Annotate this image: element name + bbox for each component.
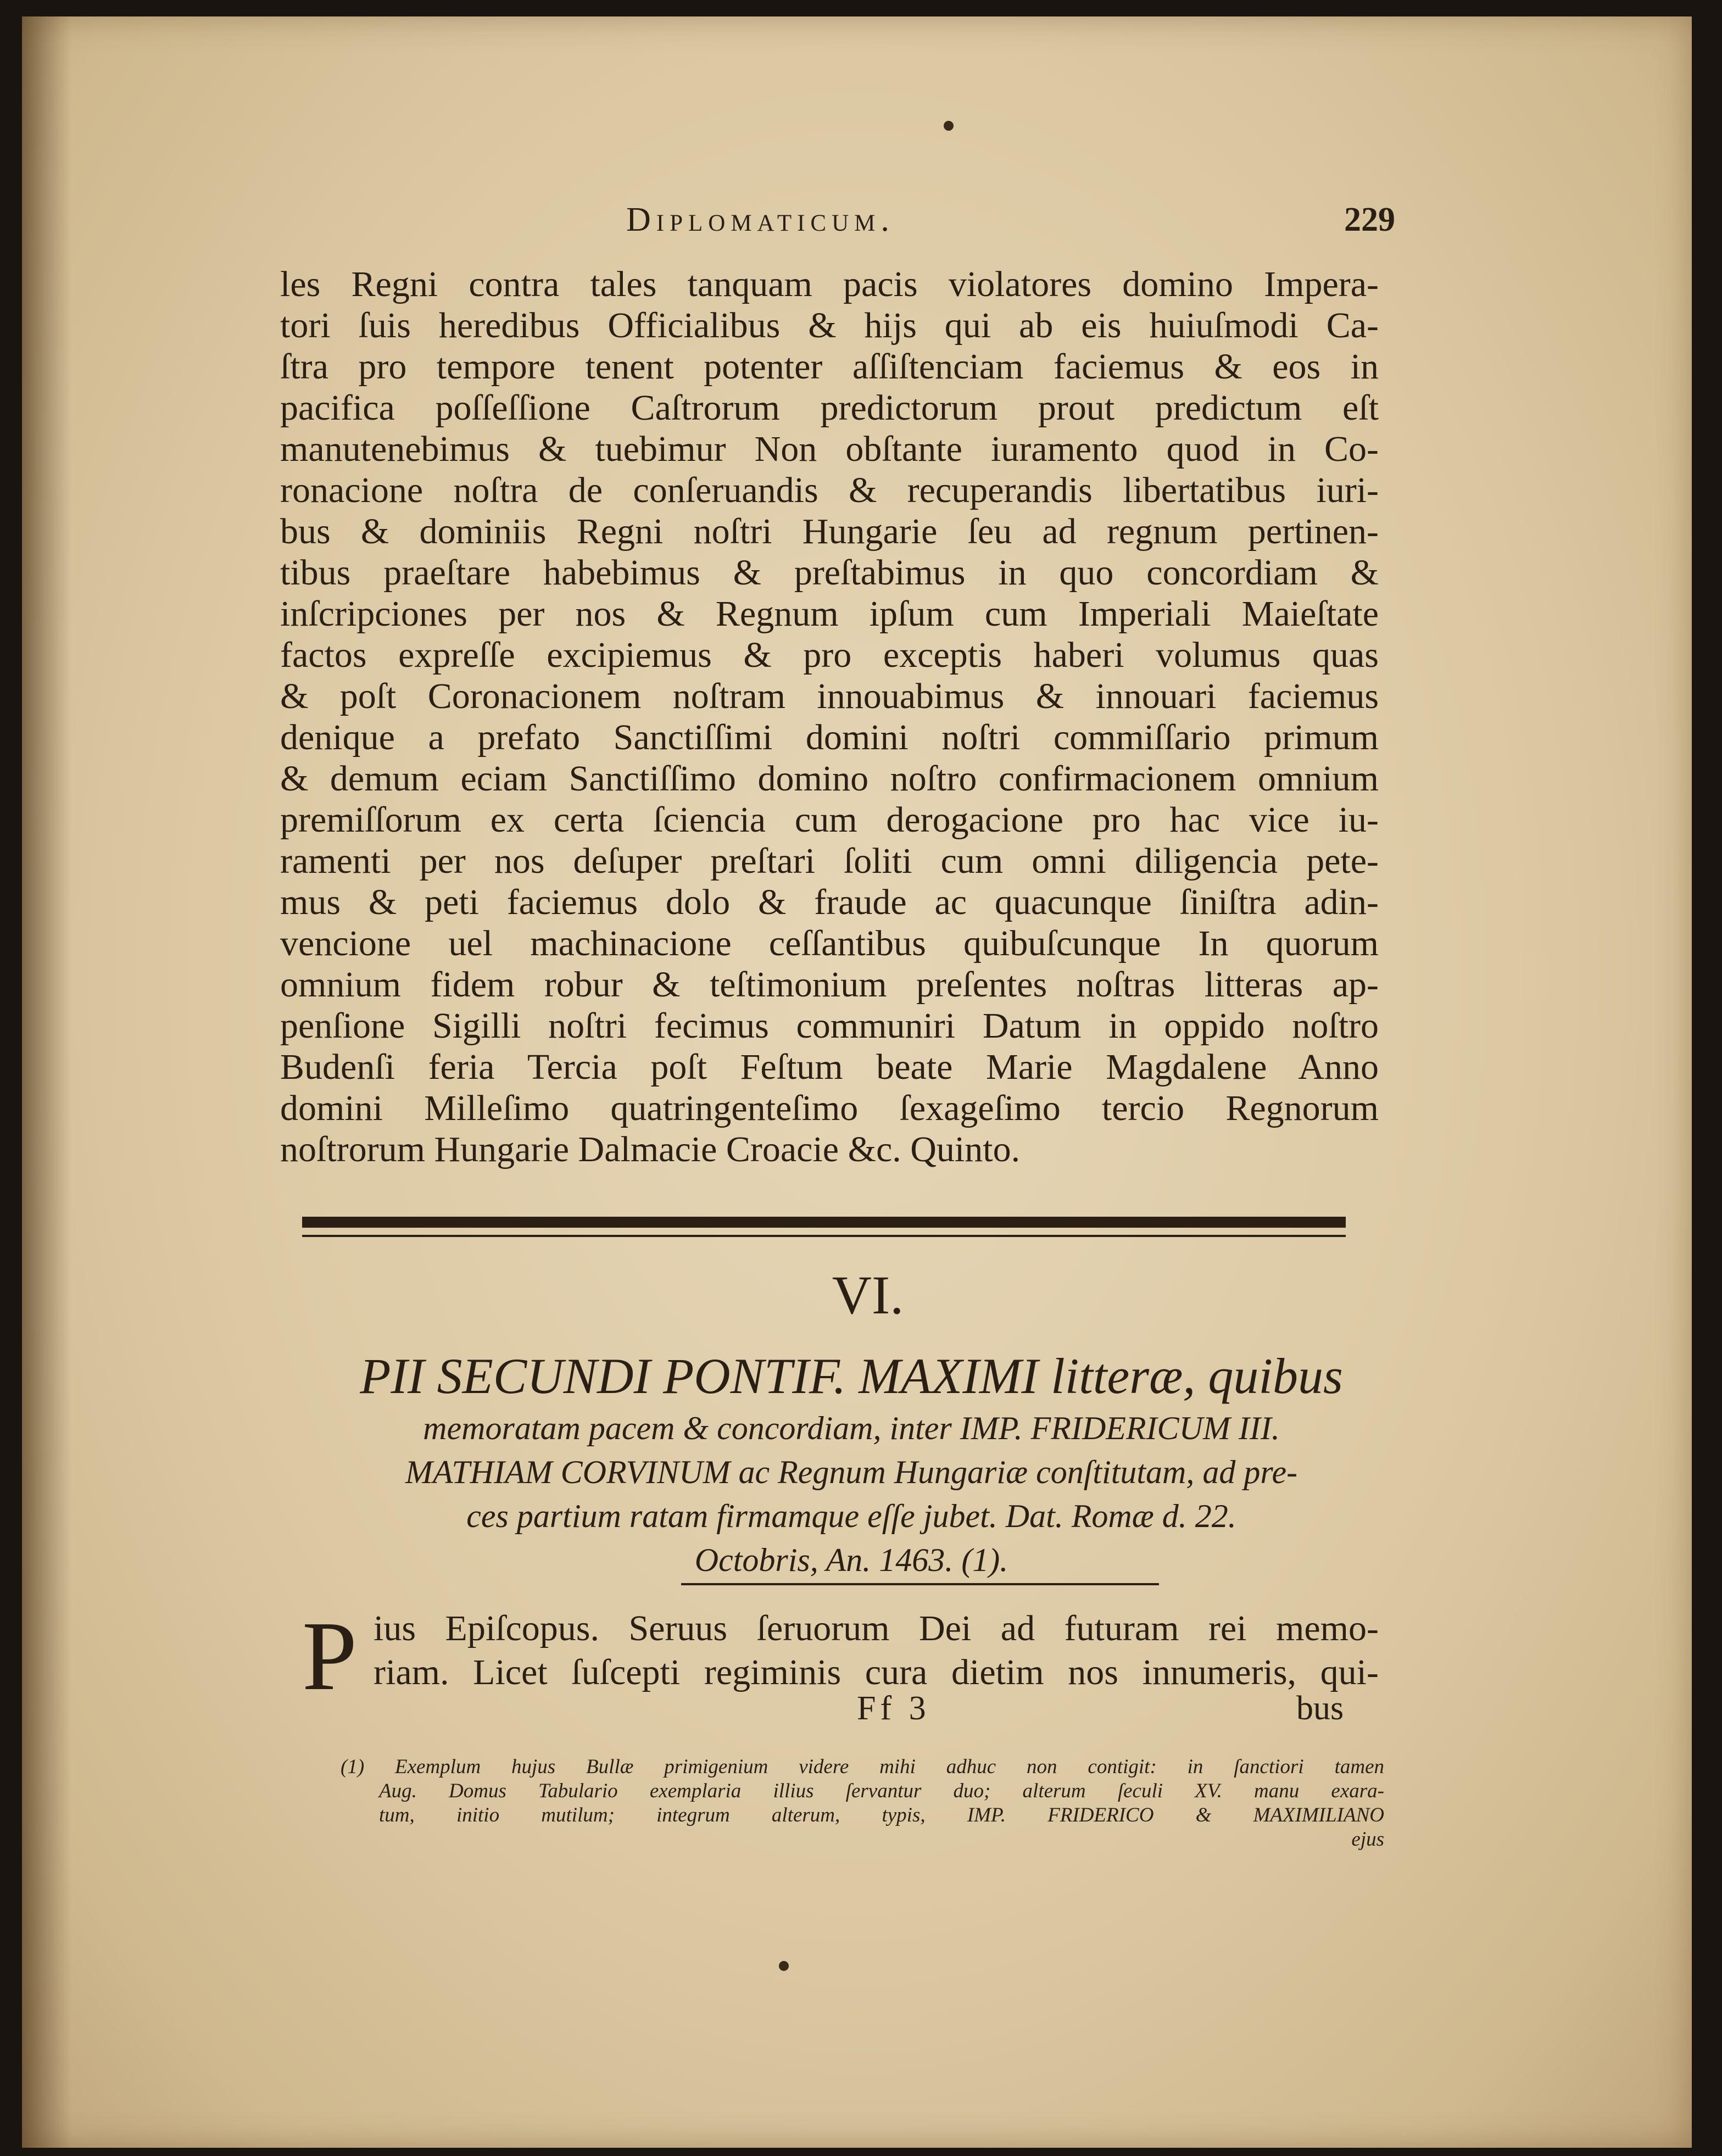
text-line: ramenti per nos deſuper preſtari ſoliti cum omni diligencia pete-	[280, 841, 1379, 881]
footnote	[341, 1755, 1384, 1852]
text-line: ius Epiſcopus. Seruus ſeruorum Dei ad futuram rei memo-	[374, 1608, 1379, 1648]
footnote-catchword: ejus	[1351, 1828, 1384, 1851]
text-line: vencione uel machinacione ceſſantibus quibuſcunque In quorum	[280, 923, 1379, 963]
text-line: manutenebimus & tuebimur Non obſtante iuramento quod in Co-	[280, 429, 1379, 469]
title-line: PII SECUNDI PONTIF. MAXIMI litteræ, quibus	[360, 1348, 1343, 1404]
section-number: VI.	[832, 1264, 904, 1325]
book-page	[22, 16, 1692, 2148]
footnote-line: Aug. Domus Tabulario exemplaria illius ſervantur duo; alterum ſeculi XV. manu exara-	[379, 1780, 1384, 1802]
text-line: omnium fidem robur & teſtimonium preſentes noſtras litteras ap-	[280, 965, 1379, 1005]
title-line: memoratam pacem & concordiam, inter IMP. FRIDERICUM III.	[423, 1410, 1280, 1446]
page-gutter-shadow	[22, 16, 71, 2148]
text-line: tori ſuis heredibus Officialibus & hijs qui ab eis huiuſmodi Ca-	[280, 305, 1379, 346]
ink-speck	[944, 121, 954, 131]
text-line: ſtra pro tempore tenent potenter aſſiſtenciam faciemus & eos in	[280, 347, 1379, 387]
text-line: tibus praeſtare habebimus & preſtabimus in quo concordiam &	[280, 553, 1379, 593]
title-line: Octobris, An. 1463. (1).	[694, 1542, 1008, 1578]
text-line: riam. Licet ſuſcepti regiminis cura dietim nos innumeris, qui-	[374, 1652, 1379, 1692]
ink-speck	[779, 1961, 789, 1971]
section-divider-thick	[302, 1217, 1346, 1228]
text-line: premiſſorum ex certa ſciencia cum derogacione pro hac vice iu-	[280, 800, 1379, 840]
text-line: pacifica poſſeſſione Caſtrorum predictorum prout predictum eſt	[280, 388, 1379, 428]
section-title	[308, 1346, 1395, 1582]
text-line: denique a prefato Sanctiſſimi domini noſtri commiſſario primum	[280, 717, 1379, 757]
section-divider-thin	[302, 1235, 1346, 1237]
text-line: mus & peti faciemus dolo & fraude ac quacunque ſiniſtra adin-	[280, 882, 1379, 922]
text-line: les Regni contra tales tanquam pacis violatores domino Impera-	[280, 264, 1379, 304]
title-line: ces partium ratam firmamque eſſe jubet. Dat. Romæ d. 22.	[466, 1498, 1236, 1534]
text-line: inſcripciones per nos & Regnum ipſum cum Imperiali Maieſtate	[280, 594, 1379, 634]
footnote-line: tum, initio mutilum; integrum alterum, typis, IMP. FRIDERICO & MAXIMILIANO	[379, 1804, 1384, 1826]
text-line: factos expreſſe excipiemus & pro exceptis haberi volumus quas	[280, 635, 1379, 675]
text-line: noſtrorum Hungarie Dalmacie Croacie &c. Quinto.	[280, 1129, 1021, 1169]
text-line: Budenſi feria Tercia poſt Feſtum beate Marie Magdalene Anno	[280, 1047, 1379, 1087]
title-underline	[681, 1583, 1159, 1585]
title-line: MATHIAM CORVINUM ac Regnum Hungariæ conſtitutam, ad pre-	[405, 1454, 1298, 1490]
text-line: & demum eciam Sanctiſſimo domino noſtro confirmacionem omnium	[280, 759, 1379, 799]
text-line: & poſt Coronacionem noſtram innouabimus & innouari faciemus	[280, 676, 1379, 716]
catchword: bus	[1296, 1690, 1344, 1727]
drop-capital: P	[302, 1601, 358, 1711]
opening-text	[374, 1607, 1379, 1695]
footnote-line: (1) Exemplum hujus Bullæ primigenium videre mihi adhuc non contigit: in ſanctiori tamen	[341, 1756, 1384, 1778]
text-line: bus & dominiis Regni noſtri Hungarie ſeu ad regnum pertinen-	[280, 511, 1379, 551]
text-line: domini Milleſimo quatringenteſimo ſexageſimo tercio Regnorum	[280, 1088, 1379, 1128]
running-title: Diplomaticum.	[626, 201, 895, 238]
signature-mark: Ff 3	[857, 1690, 930, 1727]
text-line: ronacione noſtra de conſeruandis & recuperandis libertatibus iuri-	[280, 470, 1379, 510]
page-number: 229	[1344, 201, 1395, 238]
running-header	[626, 200, 1395, 244]
text-line: penſione Sigilli noſtri fecimus communiri Datum in oppido noſtro	[280, 1006, 1379, 1046]
body-text	[280, 264, 1379, 1170]
